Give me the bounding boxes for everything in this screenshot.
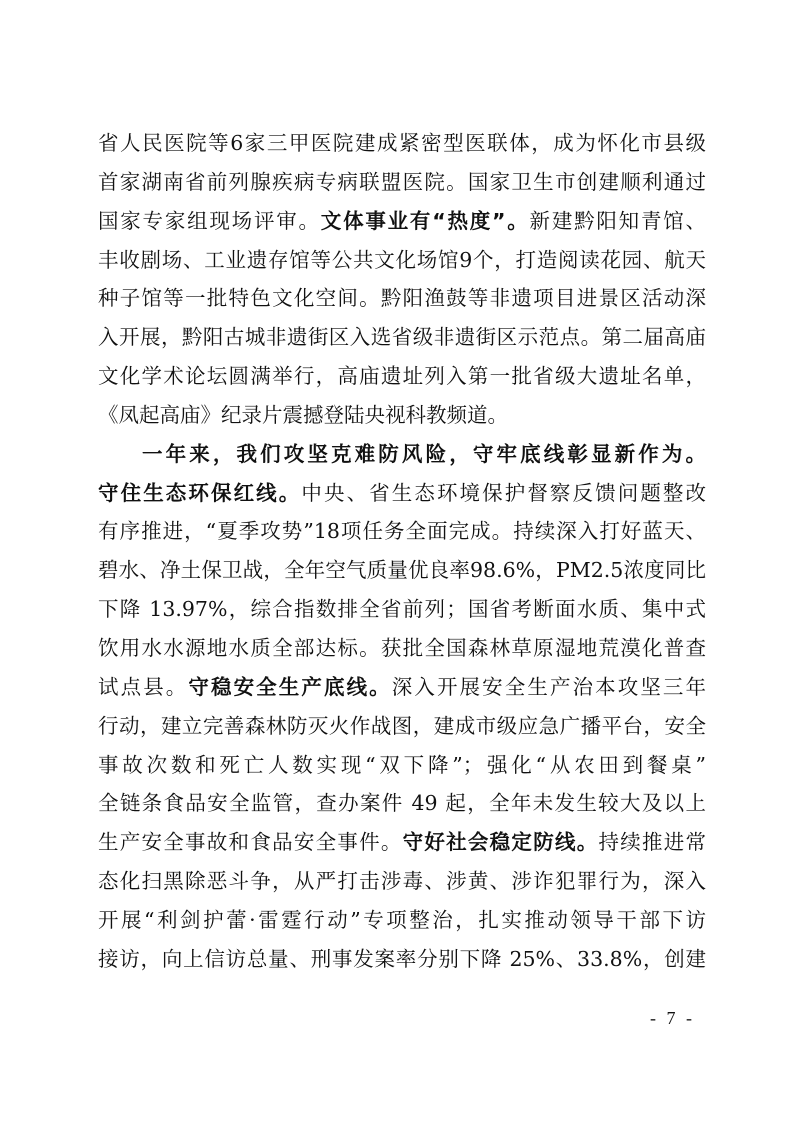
text-line bbox=[98, 124, 706, 163]
body-text-run: 深入开展安全生产治本攻坚三年 bbox=[391, 674, 707, 699]
text-line bbox=[98, 474, 706, 513]
text-line bbox=[98, 629, 706, 668]
body-text-run: 国家专家组现场评审。 bbox=[98, 208, 321, 233]
bold-heading-text: 守住生态环保红线。 bbox=[98, 480, 302, 505]
text-line bbox=[98, 318, 706, 357]
text-line bbox=[98, 668, 706, 707]
bold-heading-text: 一年来，我们攻坚克难防风险，守牢底线彰显新作为。 bbox=[142, 441, 706, 466]
body-text-run: 首家湖南省前列腺疾病专病联盟医院。国家卫生市创建顺利通过 bbox=[98, 169, 706, 194]
body-text-run: 《凤起高庙》纪录片震撼登陆央视科教频道。 bbox=[98, 402, 508, 427]
body-text-run: 文化学术论坛圆满举行，高庙遗址列入第一批省级大遗址名单， bbox=[98, 364, 706, 389]
bold-heading-text: 守好社会稳定防线。 bbox=[402, 830, 599, 855]
body-text-run: 入开展，黔阳古城非遗街区入选省级非遗街区示范点。第二届高庙 bbox=[98, 325, 706, 350]
text-line bbox=[98, 512, 706, 551]
text-line bbox=[98, 862, 706, 901]
body-text bbox=[98, 124, 706, 979]
body-text-run: 态化扫黑除恶斗争，从严打击涉毒、涉黄、涉诈犯罪行为，深入 bbox=[98, 869, 706, 894]
text-line bbox=[98, 202, 706, 241]
body-text-run: 生产安全事故和食品安全事件。 bbox=[98, 830, 403, 855]
text-line bbox=[98, 241, 706, 280]
body-text-run: 下降 13.97%，综合指数排全省前列；国省考断面水质、集中式 bbox=[98, 597, 706, 622]
text-line bbox=[98, 435, 706, 474]
body-text-run: 饮用水水源地水质全部达标。获批全国森林草原湿地荒漠化普查 bbox=[98, 635, 706, 660]
body-text-run: 有序推进，“夏季攻势”18项任务全面完成。持续深入打好蓝天、 bbox=[98, 519, 706, 544]
bold-heading-text: 守稳安全生产底线。 bbox=[188, 674, 392, 699]
body-text-run: 中央、省生态环境保护督察反馈问题整改 bbox=[301, 480, 707, 505]
body-text-run: 试点县。 bbox=[98, 674, 189, 699]
text-line bbox=[98, 279, 706, 318]
text-line bbox=[98, 901, 706, 940]
text-line bbox=[98, 396, 706, 435]
body-text-run: 碧水、净土保卫战，全年空气质量优良率98.6%，PM2.5浓度同比 bbox=[98, 558, 706, 583]
body-text-run: 事故次数和死亡人数实现“双下降”；强化“从农田到餐桌” bbox=[98, 752, 706, 777]
body-text-run: 接访，向上信访总量、刑事发案率分别下降 25%、33.8%，创建 bbox=[98, 946, 706, 971]
page-number: - 7 - bbox=[650, 1008, 695, 1028]
text-line bbox=[98, 551, 706, 590]
body-text-run: 丰收剧场、工业遗存馆等公共文化场馆9个，打造阅读花园、航天 bbox=[98, 247, 706, 272]
text-line bbox=[98, 823, 706, 862]
text-line bbox=[98, 784, 706, 823]
body-text-run: 行动，建立完善森林防灭火作战图，建成市级应急广播平台，安全 bbox=[98, 713, 706, 738]
bold-heading-text: 文体事业有“热度”。 bbox=[320, 208, 530, 233]
body-text-run: 持续推进常 bbox=[598, 830, 707, 855]
text-line bbox=[98, 746, 706, 785]
text-line bbox=[98, 163, 706, 202]
body-text-run: 省人民医院等6家三甲医院建成紧密型医联体，成为怀化市县级 bbox=[98, 131, 706, 155]
body-text-run: 新建黔阳知青馆、 bbox=[529, 208, 707, 233]
body-text-run: 全链条食品安全监管，查办案件 49 起，全年未发生较大及以上 bbox=[98, 791, 706, 816]
text-line bbox=[98, 707, 706, 746]
body-text-run: 开展“利剑护蕾·雷霆行动”专项整治，扎实推动领导干部下访 bbox=[98, 907, 706, 932]
text-line bbox=[98, 357, 706, 396]
text-line bbox=[98, 940, 706, 979]
body-text-run: 种子馆等一批特色文化空间。黔阳渔鼓等非遗项目进景区活动深 bbox=[98, 286, 706, 311]
text-line bbox=[98, 590, 706, 629]
